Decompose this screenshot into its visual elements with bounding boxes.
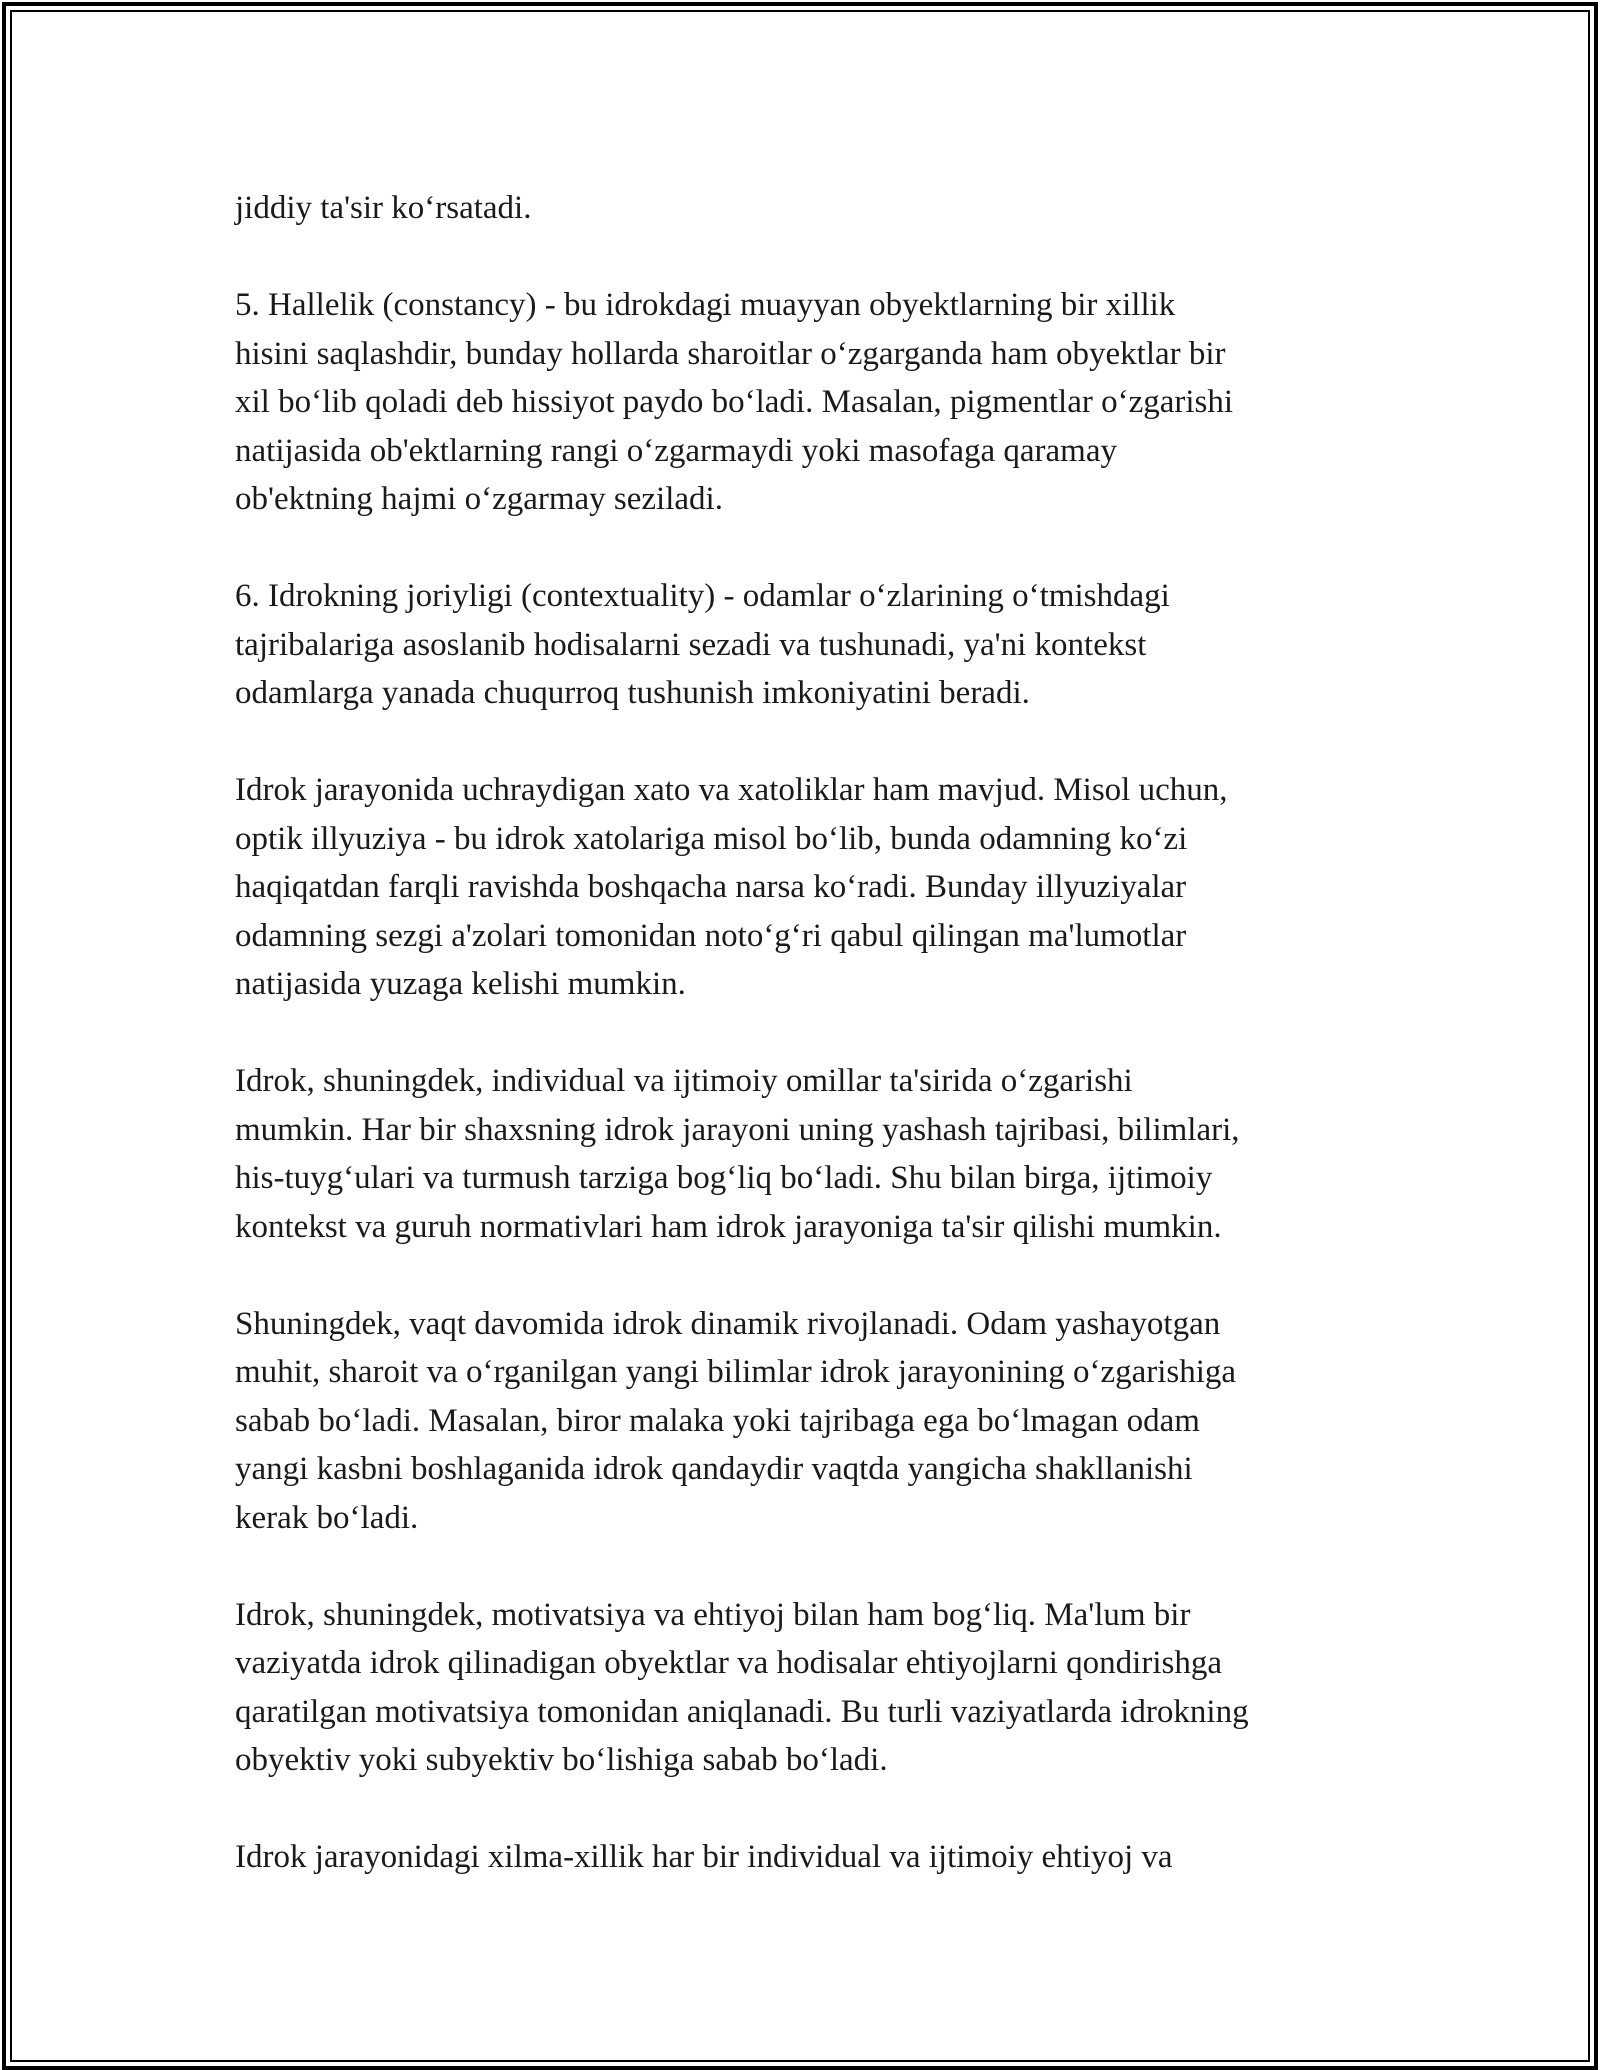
text-line: kerak bo‘ladi. — [235, 1499, 419, 1536]
text-line: Shuningdek, vaqt davomida idrok dinamik rivojlanadi. Odam yashayotgan — [235, 1305, 1221, 1342]
text-line: odamning sezgi a'zolari tomonidan noto‘g‘ri qabul qilingan ma'lumotlar — [235, 917, 1187, 954]
text-line: natijasida yuzaga kelishi mumkin. — [235, 966, 686, 1002]
paragraph — [235, 1057, 1395, 1251]
text-line: jiddiy ta'sir ko‘rsatadi. — [235, 190, 532, 226]
text-line: vaziyatda idrok qilinadigan obyektlar va hodisalar ehtiyojlarni qondirishga — [235, 1645, 1222, 1681]
text-line: haqiqatdan farqli ravishda boshqacha narsa ko‘radi. Bunday illyuziyalar — [235, 869, 1187, 905]
text-line: Idrok, shuningdek, motivatsiya va ehtiyoj bilan ham bog‘liq. Ma'lum bir — [235, 1596, 1191, 1633]
text-line: qaratilgan motivatsiya tomonidan aniqlanadi. Bu turli vaziyatlarda idrokning — [235, 1693, 1249, 1730]
paragraph — [235, 281, 1395, 524]
paragraph — [235, 1591, 1395, 1785]
paragraph — [235, 184, 1395, 233]
text-line: mumkin. Har bir shaxsning idrok jarayoni uning yashash tajribasi, bilimlari, — [235, 1111, 1240, 1148]
text-line: tajribalariga asoslanib hodisalarni sezadi va tushunadi, ya'ni kontekst — [235, 626, 1147, 663]
text-line: muhit, sharoit va o‘rganilgan yangi bilimlar idrok jarayonining o‘zgarishiga — [235, 1354, 1237, 1390]
text-line: 5. Hallelik (constancy) - bu idrokdagi muayyan obyektlarning bir xillik — [235, 287, 1176, 323]
text-line: optik illyuziya - bu idrok xatolariga misol bo‘lib, bunda odamning ko‘zi — [235, 820, 1188, 857]
text-line: obyektiv yoki subyektiv bo‘lishiga sabab bo‘ladi. — [235, 1742, 888, 1778]
paragraph — [235, 766, 1395, 1009]
paragraph — [235, 1300, 1395, 1543]
text-line: natijasida ob'ektlarning rangi o‘zgarmaydi yoki masofaga qaramay — [235, 432, 1117, 469]
text-line: hisini saqlashdir, bunday hollarda sharoitlar o‘zgarganda ham obyektlar bir — [235, 335, 1226, 372]
paragraph — [235, 1833, 1395, 1882]
text-line: Idrok, shuningdek, individual va ijtimoiy omillar ta'sirida o‘zgarishi — [235, 1063, 1133, 1099]
text-line: 6. Idrokning joriyligi (contextuality) - odamlar o‘zlarining o‘tmishdagi — [235, 578, 1170, 614]
text-line: odamlarga yanada chuqurroq tushunish imkoniyatini beradi. — [235, 675, 1030, 711]
document-body — [235, 184, 1395, 1930]
text-line: yangi kasbni boshlaganida idrok qandaydir vaqtda yangicha shakllanishi — [235, 1451, 1193, 1487]
text-line: Idrok jarayonida uchraydigan xato va xatoliklar ham mavjud. Misol uchun, — [235, 772, 1228, 808]
text-line: kontekst va guruh normativlari ham idrok jarayoniga ta'sir qilishi mumkin. — [235, 1208, 1222, 1245]
text-line: Idrok jarayonidagi xilma-xillik har bir individual va ijtimoiy ehtiyoj va — [235, 1839, 1173, 1875]
paragraph — [235, 572, 1395, 718]
text-line: sabab bo‘ladi. Masalan, biror malaka yoki tajribaga ega bo‘lmagan odam — [235, 1402, 1200, 1439]
text-line: his-tuyg‘ulari va turmush tarziga bog‘liq bo‘ladi. Shu bilan birga, ijtimoiy — [235, 1160, 1213, 1196]
text-line: ob'ektning hajmi o‘zgarmay seziladi. — [235, 481, 723, 517]
text-line: xil bo‘lib qoladi deb hissiyot paydo bo‘ladi. Masalan, pigmentlar o‘zgarishi — [235, 384, 1234, 420]
